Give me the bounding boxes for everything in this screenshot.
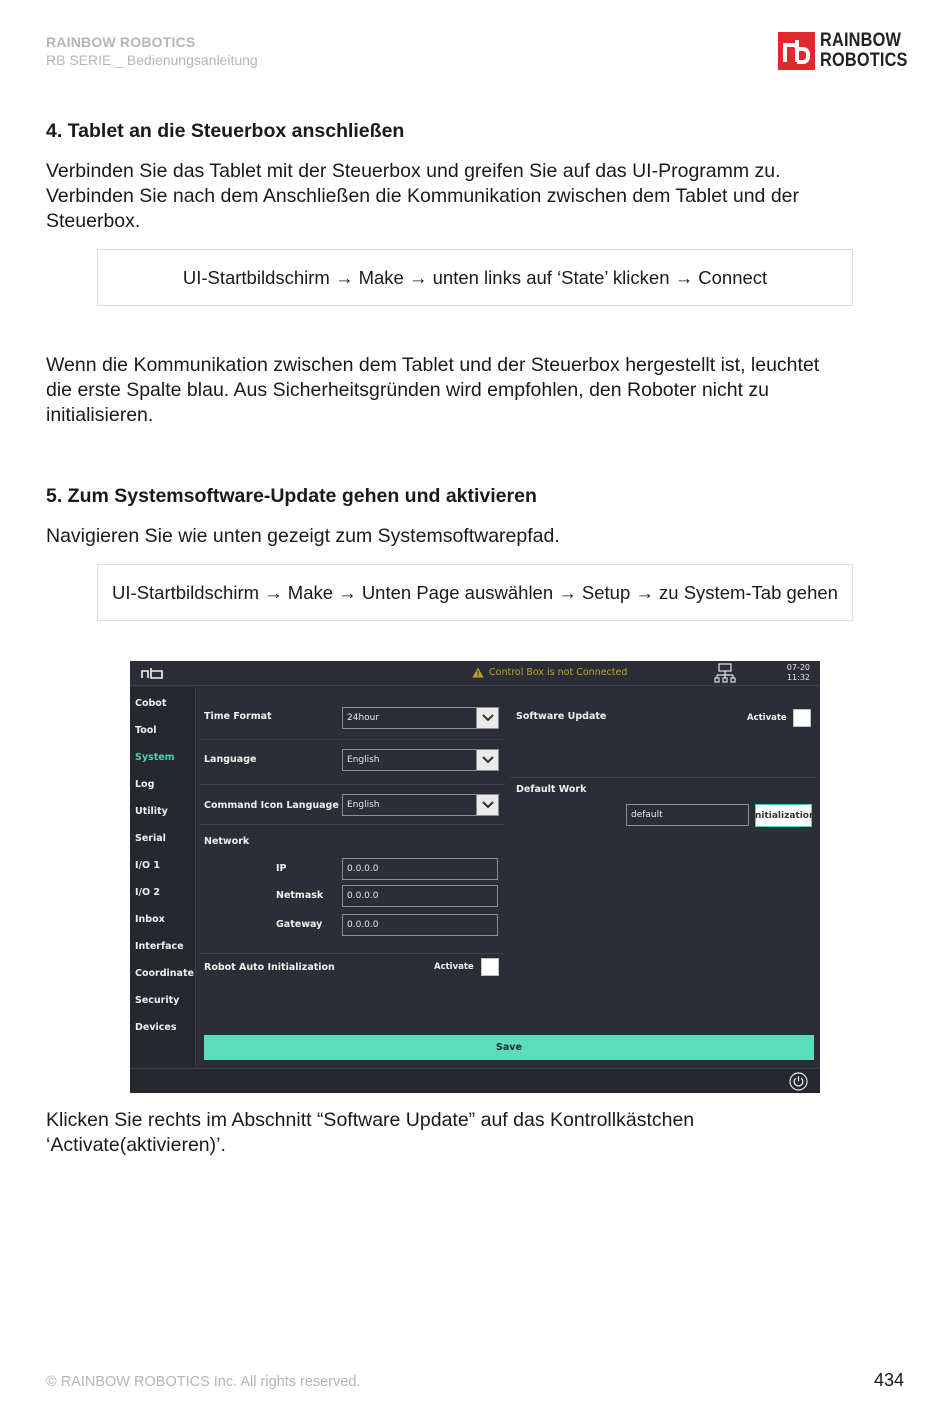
time-format-select[interactable] bbox=[342, 707, 499, 729]
rainbow-robotics-logo bbox=[778, 32, 906, 72]
language-select[interactable] bbox=[342, 749, 499, 771]
section-5-path-box: UI-Startbildschirm → Make → Unten Page auswählen → Setup → zu System-Tab gehen bbox=[97, 564, 853, 621]
time-format-label: Time Format bbox=[204, 711, 272, 722]
section-4-paragraph-2 bbox=[46, 353, 906, 428]
chevron-down-icon[interactable] bbox=[476, 708, 498, 728]
language-value: English bbox=[347, 755, 380, 765]
robot-auto-init-label: Robot Auto Initialization bbox=[204, 962, 335, 973]
command-icon-language-label: Command Icon Language bbox=[204, 800, 339, 811]
chevron-down-icon[interactable] bbox=[476, 750, 498, 770]
netmask-value: 0.0.0.0 bbox=[347, 891, 379, 901]
paragraph-line: Klicken Sie rechts im Abschnitt “Software Update” auf das Kontrollkästchen bbox=[46, 1109, 695, 1131]
logo-line-1: RAINBOW bbox=[820, 30, 902, 51]
ip-value: 0.0.0.0 bbox=[347, 864, 379, 874]
netmask-input[interactable] bbox=[342, 885, 498, 907]
sidebar-item-io2[interactable]: I/O 2 bbox=[135, 887, 160, 898]
power-icon[interactable] bbox=[789, 1072, 808, 1091]
ip-input[interactable] bbox=[342, 858, 498, 880]
ip-label: IP bbox=[276, 863, 287, 874]
paragraph-line: ‘Activate(aktivieren)’. bbox=[46, 1134, 226, 1156]
network-label: Network bbox=[204, 836, 250, 847]
logo-line-2: ROBOTICS bbox=[820, 50, 908, 71]
sidebar-item-inbox[interactable]: Inbox bbox=[135, 914, 165, 925]
initialization-button[interactable]: Initialization bbox=[755, 804, 812, 827]
default-work-label: Default Work bbox=[516, 784, 587, 795]
rb-app-icon bbox=[141, 668, 165, 679]
gateway-label: Gateway bbox=[276, 919, 323, 930]
sidebar-item-log[interactable]: Log bbox=[135, 779, 155, 790]
section-4-heading: 4. Tablet an die Steuerbox anschließen bbox=[46, 120, 405, 142]
gateway-input[interactable] bbox=[342, 914, 498, 936]
command-icon-language-value: English bbox=[347, 800, 380, 810]
paragraph-line: Wenn die Kommunikation zwischen dem Tablet und der Steuerbox hergestellt ist, leuchtet bbox=[46, 354, 820, 376]
paragraph-line: Steuerbox. bbox=[46, 210, 141, 232]
time-format-value: 24hour bbox=[347, 713, 380, 723]
netmask-label: Netmask bbox=[276, 890, 324, 901]
paragraph-line: Verbinden Sie nach dem Anschließen die Kommunikation zwischen dem Tablet und der bbox=[46, 185, 800, 207]
section-5-heading: 5. Zum Systemsoftware-Update gehen und aktivieren bbox=[46, 485, 537, 507]
divider bbox=[200, 739, 504, 740]
warning-text: Control Box is not Connected bbox=[489, 667, 628, 678]
save-button[interactable]: Save bbox=[204, 1035, 814, 1060]
language-label: Language bbox=[204, 754, 257, 765]
sidebar-item-coordinate[interactable]: Coordinate bbox=[135, 968, 194, 979]
robot-auto-init-checkbox[interactable] bbox=[481, 958, 499, 976]
network-icon[interactable] bbox=[714, 663, 736, 685]
connection-warning bbox=[472, 667, 627, 678]
robot-auto-init-activate-label: Activate bbox=[434, 962, 474, 972]
divider bbox=[200, 953, 504, 954]
software-update-label: Software Update bbox=[516, 711, 607, 722]
section-5-paragraph-1: Navigieren Sie wie unten gezeigt zum Systemsoftwarepfad. bbox=[46, 525, 560, 547]
settings-sidebar bbox=[130, 687, 196, 1067]
header-subtitle: RB SERIE _ Bedienungsanleitung bbox=[46, 52, 258, 68]
default-work-input[interactable] bbox=[626, 804, 749, 826]
sidebar-item-tool[interactable]: Tool bbox=[135, 725, 157, 736]
rb-logo-icon bbox=[778, 32, 815, 70]
header-company: RAINBOW ROBOTICS bbox=[46, 34, 196, 50]
gateway-value: 0.0.0.0 bbox=[347, 920, 379, 930]
divider bbox=[510, 777, 816, 778]
software-update-checkbox[interactable] bbox=[793, 709, 811, 727]
sidebar-item-system[interactable]: System bbox=[135, 752, 175, 763]
sidebar-item-devices[interactable]: Devices bbox=[135, 1022, 177, 1033]
logo-wordmark bbox=[820, 31, 908, 71]
bottom-bar bbox=[130, 1068, 820, 1093]
paragraph-line: initialisieren. bbox=[46, 404, 154, 426]
section-5-paragraph-2 bbox=[46, 1108, 906, 1158]
page-number: 434 bbox=[873, 1370, 904, 1390]
datetime bbox=[780, 663, 810, 683]
sidebar-item-interface[interactable]: Interface bbox=[135, 941, 184, 952]
time: 11:32 bbox=[786, 673, 810, 682]
sidebar-item-serial[interactable]: Serial bbox=[135, 833, 166, 844]
command-icon-language-select[interactable] bbox=[342, 794, 499, 816]
section-4-paragraph-1 bbox=[46, 159, 906, 234]
date: 07-20 bbox=[786, 663, 810, 672]
footer-copyright: © RAINBOW ROBOTICS Inc. All rights reserved. bbox=[46, 1374, 361, 1390]
sidebar-item-io1[interactable]: I/O 1 bbox=[135, 860, 160, 871]
warning-icon bbox=[472, 667, 484, 678]
chevron-down-icon[interactable] bbox=[476, 795, 498, 815]
top-bar bbox=[130, 661, 820, 686]
paragraph-line: Verbinden Sie das Tablet mit der Steuerbox und greifen Sie auf das UI-Programm zu. bbox=[46, 160, 781, 182]
system-settings-screenshot bbox=[130, 661, 820, 1093]
software-update-activate-label: Activate bbox=[747, 713, 787, 723]
section-4-path-box: UI-Startbildschirm → Make → unten links auf ‘State’ klicken → Connect bbox=[97, 249, 853, 306]
divider bbox=[200, 824, 504, 825]
paragraph-line: die erste Spalte blau. Aus Sicherheitsgründen wird empfohlen, den Roboter nicht zu bbox=[46, 379, 770, 401]
sidebar-item-cobot[interactable]: Cobot bbox=[135, 698, 167, 709]
divider bbox=[200, 784, 504, 785]
default-work-value: default bbox=[631, 810, 663, 820]
sidebar-item-security[interactable]: Security bbox=[135, 995, 180, 1006]
sidebar-item-utility[interactable]: Utility bbox=[135, 806, 168, 817]
